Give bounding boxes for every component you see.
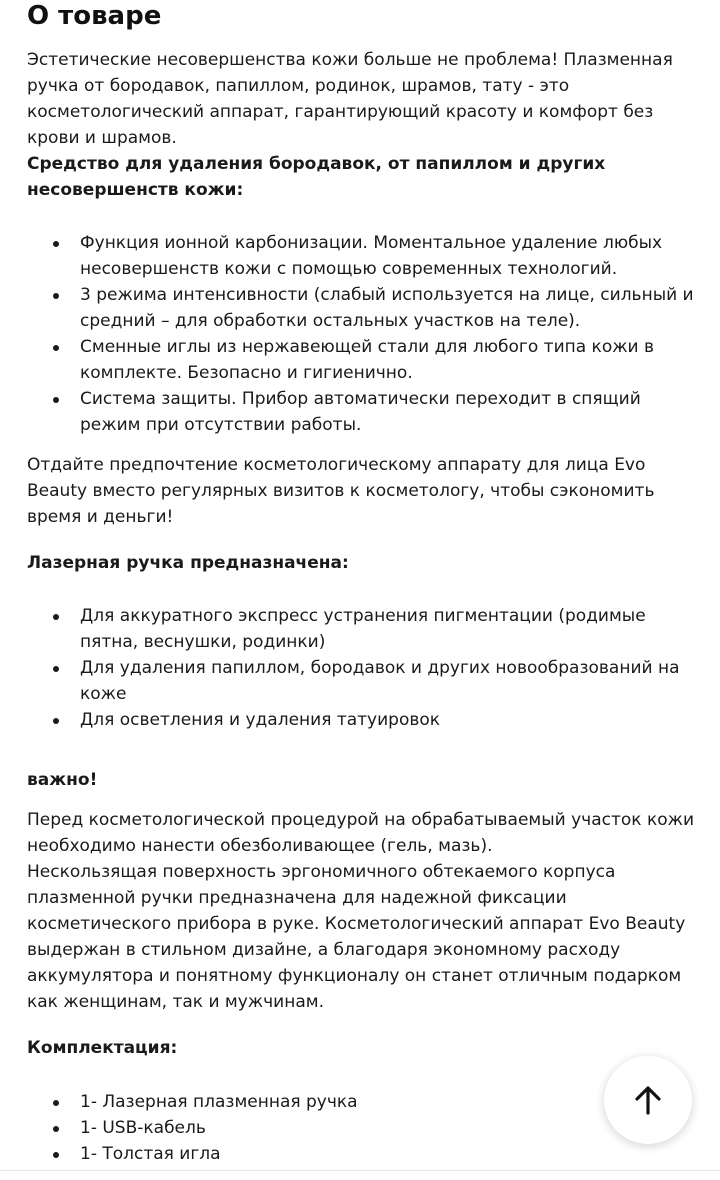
kit-heading: Комплектация: xyxy=(27,1038,178,1058)
list-item: 1- Толстая игла xyxy=(27,1141,695,1167)
list-item: Для осветления и удаления татуировок xyxy=(27,707,695,733)
important-heading: важно! xyxy=(27,770,98,790)
purpose-heading: Лазерная ручка предназначена: xyxy=(27,553,349,573)
list-item: 1- USB-кабель xyxy=(27,1115,695,1141)
intro-paragraph: Эстетические несовершенства кожи больше не проблема! Плазменная ручка от бородавок, папиллом, родинок, шрамов, тату - это косметологический аппарат, гарантирующий красоту и комфорт без крови и шрамов. xyxy=(27,50,673,148)
divider xyxy=(0,1170,720,1171)
list-item: Для аккуратного экспресс устранения пигментации (родимые пятна, веснушки, родинки) xyxy=(27,603,695,655)
list-item: Система защиты. Прибор автоматически переходит в спящий режим при отсутствии работы. xyxy=(27,386,695,438)
purpose-list xyxy=(27,603,695,733)
features-list xyxy=(27,230,695,438)
list-item: Функция ионной карбонизации. Моментальное удаление любых несовершенств кожи с помощью современных технологий. xyxy=(27,230,695,282)
list-item: Для удаления папиллом, бородавок и других новообразований на коже xyxy=(27,655,695,707)
recommendation-paragraph: Отдайте предпочтение косметологическому аппарату для лица Evo Beauty вместо регулярных визитов к косметологу, чтобы сэкономить время и деньги! xyxy=(27,455,655,527)
kit-list xyxy=(27,1089,695,1167)
features-heading: Средство для удаления бородавок, от папиллом и других несовершенств кожи: xyxy=(27,154,606,200)
section-title: О товаре xyxy=(27,1,162,31)
list-item: Сменные иглы из нержавеющей стали для любого типа кожи в комплекте. Безопасно и гигиенично. xyxy=(27,334,695,386)
arrow-up-icon xyxy=(632,1084,664,1116)
scroll-to-top-button[interactable] xyxy=(604,1056,692,1144)
list-item: 1- Лазерная плазменная ручка xyxy=(27,1089,695,1115)
anesthetic-paragraph: Перед косметологической процедурой на обрабатываемый участок кожи необходимо нанести обезболивающее (гель, мазь). xyxy=(27,810,694,856)
design-paragraph: Нескользящая поверхность эргономичного обтекаемого корпуса плазменной ручки предназначена для надежной фиксации косметического прибора в руке. Косметологический аппарат Evo Beauty выдержан в стильном дизайне, а благодаря экономному расходу аккумулятора и понятному функционалу он станет отличным подарком как женщинам, так и мужчинам. xyxy=(27,862,686,1012)
list-item: 3 режима интенсивности (слабый используется на лице, сильный и средний – для обработки остальных участков на теле). xyxy=(27,282,695,334)
